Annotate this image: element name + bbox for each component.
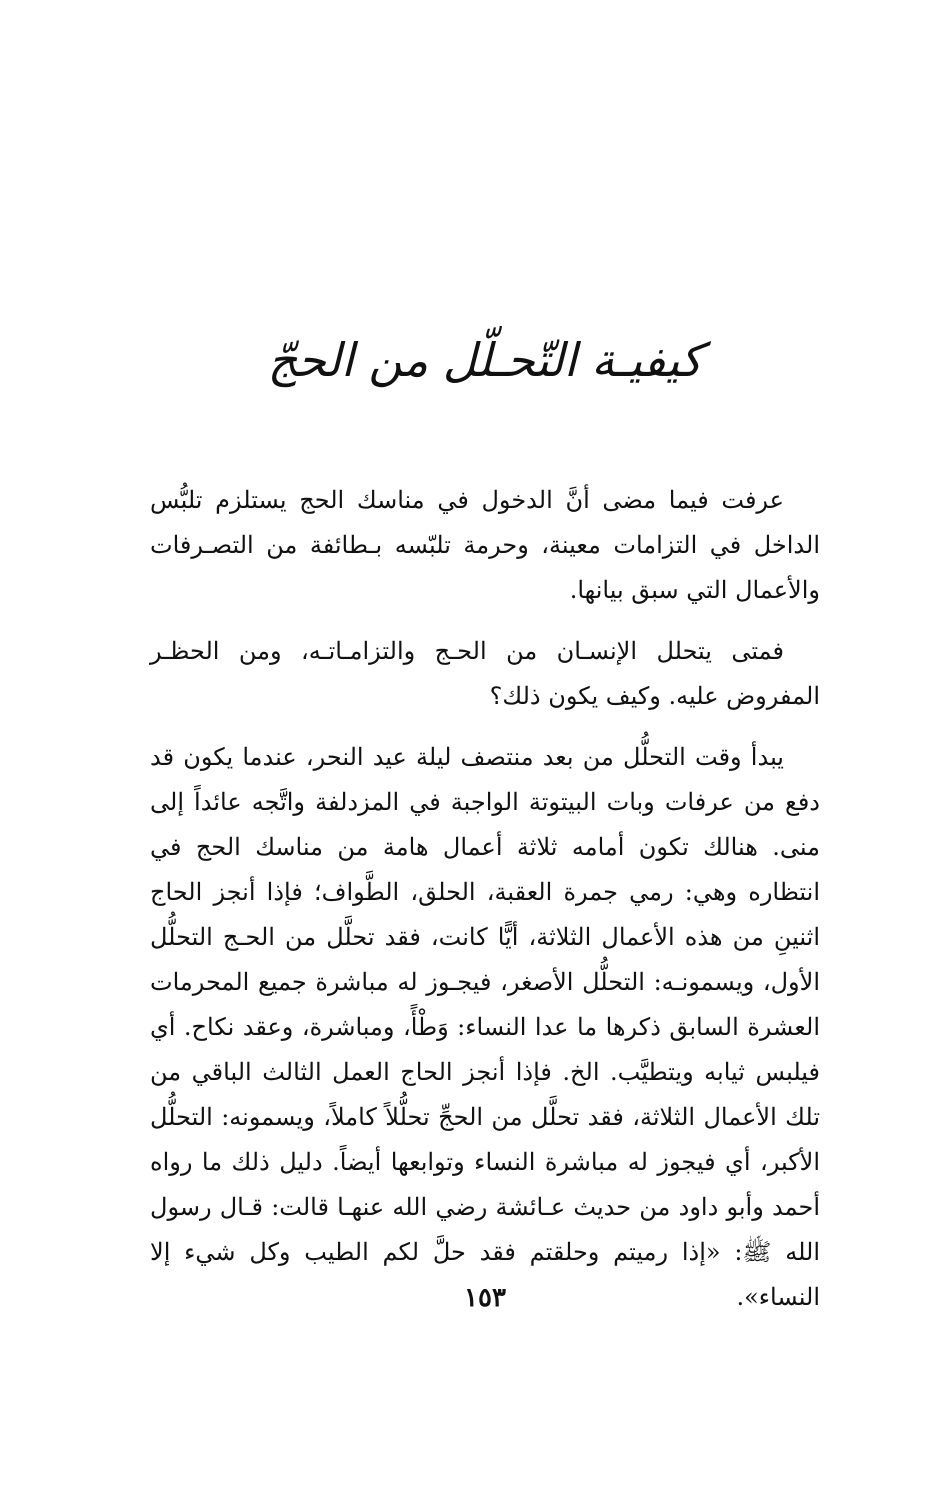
- paragraph-1: عرفت فيما مضى أنَّ الدخول في مناسك الحج يستلزم تلبُّس الداخل في التزامات معينة، وحرمة تلبّسه بـطائفة من التصـرفات والأعمال التي سبق بيانها.: [150, 486, 820, 604]
- book-page: [150, 0, 820, 1494]
- chapter-title: كيفيـة التّحـلّل من الحجّ: [267, 333, 703, 387]
- page-number: ١٥٣: [464, 1283, 506, 1313]
- chapter-body: [150, 478, 820, 1336]
- paragraph-3: يبدأ وقت التحلُّل من بعد منتصف ليلة عيد النحر، عندما يكون قد دفع من عرفات وبات البيتوتة الواجبة في المزدلفة واتَّجه عائداً إلى منى. هنالك تكون أمامه ثلاثة أعمال هامة من مناسك الحج في انتظاره وهي: رمي جمرة العقبة، الحلق، الطَّواف؛ فإذا أنجز الحاج اثنينِ من هذه الأعمال الثلاثة، أيًّا كانت، فقد تحلَّل من الحـج التحلُّل الأول، ويسمونـه: التحلُّل الأصغر، فيجـوز له مباشرة جميع المحرمات العشرة السابق ذكرها ما عدا النساء: وَطْأً، ومباشرة، وعقد نكاح. أي فيلبس ثيابه ويتطيَّب. الخ. فإذا أنجز الحاج العمل الثالث الباقي من تلك الأعمال الثلاثة، فقد تحلَّل من الحجِّ تحلُّلاً كاملاً، ويسمونه: التحلُّل الأكبر، أي فيجوز له مباشرة النساء وتوابعها أيضاً. دليل ذلك ما رواه أحمد وأبو داود من حديث عـائشة رضي الله عنهـا قالت: قـال رسول الله ﷺ: «إذا رميتم وحلقتم فقد حلَّ لكم الطيب وكل شيء إلا النساء».: [150, 743, 821, 1311]
- paragraph-2: فمتى يتحلل الإنسـان من الحـج والتزامـاتـه، ومن الحظـر المفروض عليه. وكيف يكون ذلك؟: [150, 637, 820, 710]
